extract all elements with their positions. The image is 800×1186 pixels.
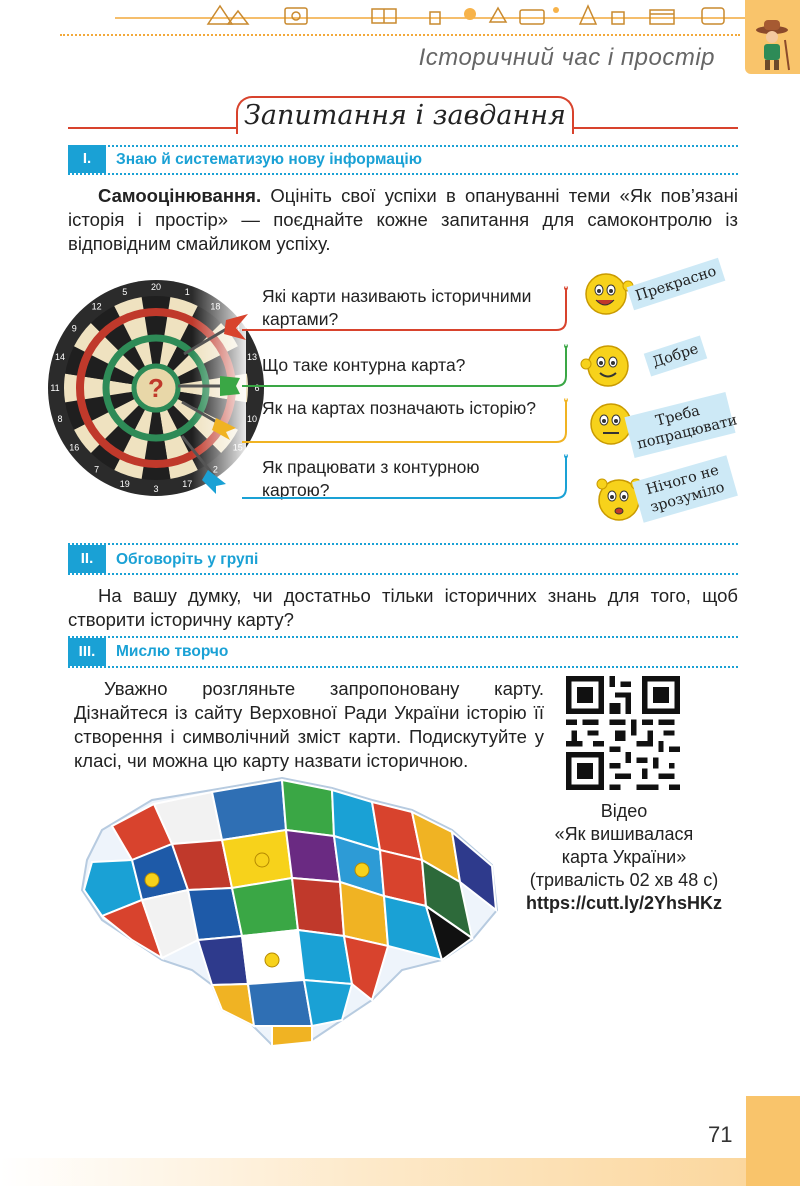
self-assessment-text: Оцініть свої успіхи в опануванні теми «Як пов’язані історія і простір» — поєднайте кожне запитання для самоконтролю із відповідним смайликом успіху. [68,185,738,254]
question-3: Як на картах позначають історію? [262,398,537,418]
section-number-2: II. [68,545,106,573]
chapter-title: Історичний час і простір [418,44,715,71]
header-corner [745,0,800,74]
dart-blue [182,436,226,494]
section-title-2: Обговоріть у групі [116,551,259,568]
smiley-label-2: Добре [644,335,708,376]
section-divider-1b [68,173,738,175]
svg-text:": " [563,283,569,299]
footer-band [0,1158,746,1186]
svg-text:": " [563,341,569,357]
section-number-3: III. [68,638,106,666]
discussion-text: На вашу думку, чи достатньо тільки історичних знань для того, щоб створити історичну карту? [68,585,738,630]
creative-paragraph [74,677,544,773]
question-3-line [240,394,580,446]
section-title-3: Мислю творчо [116,643,229,660]
section-divider-2b [68,573,738,575]
smiley-label-4: Нічого не зрозуміло [632,455,738,522]
question-1-line [240,282,580,334]
creative-text: Уважно розгляньте запропоновану карту. Дізнайтеся із сайту Верховної Ради України історію її створення і символічний зміст карти. Подискутуйте у класі, чи можна цю карту назвати історичною. [74,678,544,771]
dartboard-number: 11 [50,383,60,393]
self-assessment-paragraph [68,184,738,256]
explorer-icon [745,0,800,74]
dartboard-number: 6 [254,383,260,393]
dartboard-number: 14 [54,351,65,362]
dart-yellow [182,402,236,440]
section-divider-3 [68,636,738,638]
dart-red [184,314,248,354]
dartboard-number: 13 [247,351,258,362]
svg-text:": " [563,395,569,411]
question-1: Які карти називають історичними картами? [262,286,532,329]
smiley-excellent-icon [580,268,634,320]
video-duration: (тривалість 02 хв 48 с) [529,870,719,890]
question-2: Що таке контурна карта? [262,355,466,375]
video-link[interactable]: https://cutt.ly/2YhsHKz [525,893,722,913]
section-number-1: I. [68,145,106,173]
video-title-line1: «Як вишивалася [554,824,694,844]
section-divider-3b [68,666,738,668]
smiley-label-1: Прекрасно [627,258,726,310]
dart-green [178,376,240,396]
question-4: Як працювати з контурною картою? [262,457,480,500]
self-assessment-lead: Самооцінювання. [98,185,262,206]
header-decoration [0,0,745,36]
question-2-line [240,340,580,390]
video-title-line2: карта України» [561,847,687,867]
page-number: 71 [708,1122,733,1147]
header-divider [60,34,740,36]
qr-code[interactable] [566,676,680,790]
discussion-paragraph [68,584,738,632]
smiley-good-icon [580,340,634,392]
page-corner [746,1096,800,1186]
section-divider-1 [68,145,738,147]
section-divider-2 [68,543,738,545]
svg-text:": " [563,451,569,467]
section-title-1: Знаю й систематизую нову інформацію [116,151,422,168]
section-title: Запитання і завдання [236,96,574,134]
question-4-line [240,450,580,502]
dartboard-number: 8 [57,414,63,425]
smiley-label-3: Треба попрацювати [624,392,735,458]
ukraine-coat-of-arms-map [72,770,502,1060]
dartboard-number: 10 [247,414,258,425]
video-label: Відео [600,801,648,821]
video-caption [500,800,748,915]
